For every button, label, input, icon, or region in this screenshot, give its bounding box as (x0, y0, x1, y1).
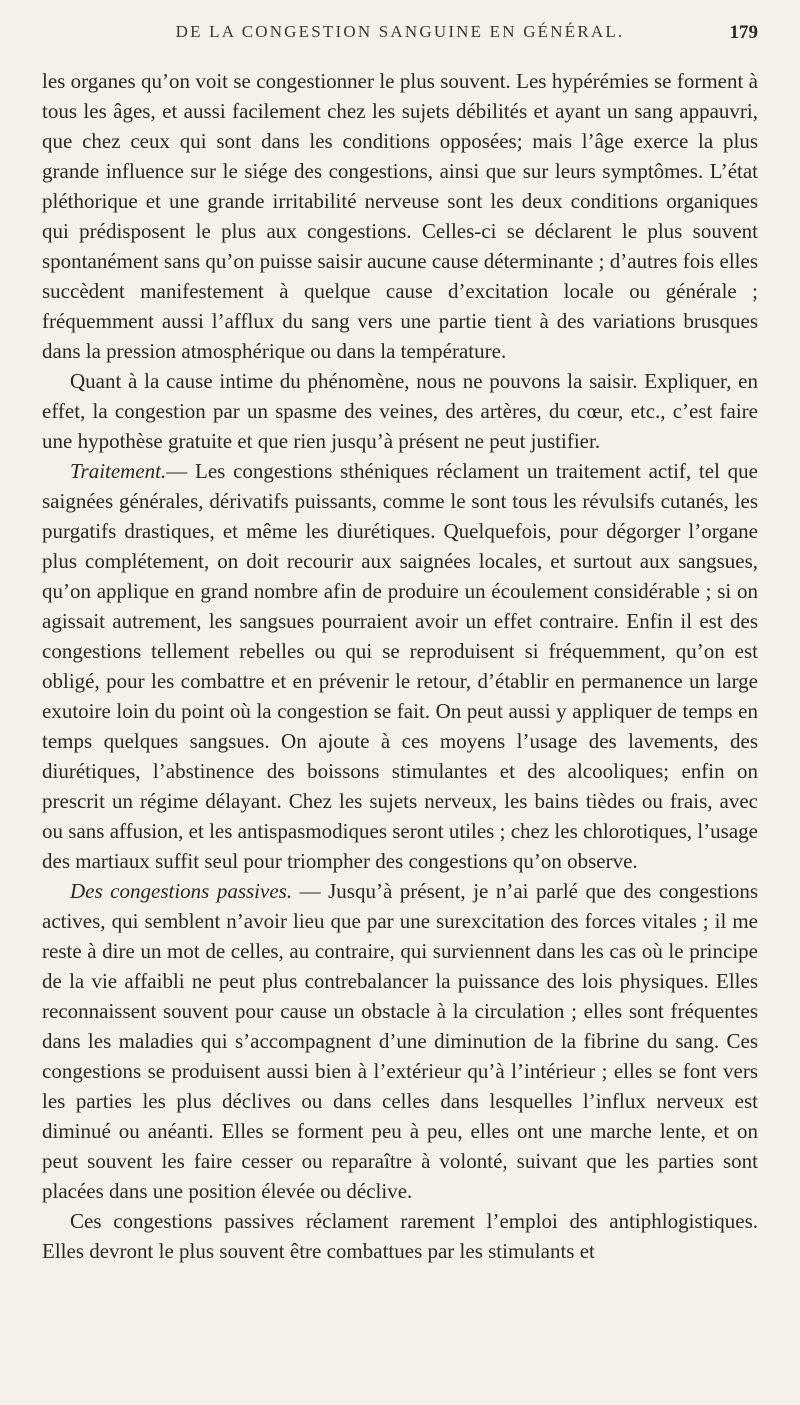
page-number: 179 (729, 22, 758, 43)
paragraph-congestions-passives (42, 876, 758, 1206)
paragraph-1 (42, 66, 758, 366)
section-lead-traitement: Traitement. (70, 459, 167, 483)
running-head: DE LA CONGESTION SANGUINE EN GÉNÉRAL. (175, 22, 625, 41)
section-lead-congestions-passives: Des congestions passives. (70, 879, 293, 903)
paragraph-text: Ces congestions passives réclament rarement l’emploi des antiphlogistiques. Elles devront le plus souvent être combattues par les stimulants et (42, 1209, 758, 1263)
paragraph-text: — Les congestions sthéniques réclament un traitement actif, tel que saignées générales, dérivatifs puissants, comme le sont tous les révulsifs cutanés, les purgatifs drastiques, et même les diurétiques. Quelquefois, pour dégorger l’organe plus complétement, on doit recourir aux saignées locales, et surtout aux sangsues, qu’on applique en grand nombre afin de produire un écoulement considérable ; si on agissait autrement, les sangsues pourraient avoir un effet contraire. Enfin il est des congestions tellement rebelles ou qui se reproduisent si fréquemment, qu’on est obligé, pour les combattre et en prévenir le retour, d’établir en permanence un large exutoire loin du point où la congestion se fait. On peut aussi y appliquer de temps en temps quelques sangsues. On ajoute à ces moyens l’usage des lavements, des diurétiques, l’abstinence des boissons stimulantes et des alcooliques; enfin on prescrit un régime délayant. Chez les sujets nerveux, les bains tièdes ou frais, avec ou sans affusion, et les antispasmodiques seront utiles ; chez les chlorotiques, l’usage des martiaux suffit seul pour triompher des congestions qu’on observe. (42, 459, 758, 873)
paragraph-traitement (42, 456, 758, 876)
page-header (42, 22, 758, 52)
paragraph-text: Quant à la cause intime du phénomène, nous ne pouvons la saisir. Expliquer, en effet, la congestion par un spasme des veines, des artères, du cœur, etc., c’est faire une hypothèse gratuite et que rien jusqu’à présent ne peut justifier. (42, 369, 758, 453)
paragraph-2 (42, 366, 758, 456)
page-body (42, 66, 758, 1266)
paragraph-text: les organes qu’on voit se congestionner le plus souvent. Les hypérémies se forment à tous les âges, et aussi facilement chez les sujets débilités et ayant un sang appauvri, que chez ceux qui sont dans les conditions opposées; mais l’âge exerce la plus grande influence sur le siége des congestions, ainsi que sur leurs symptômes. L’état pléthorique et une grande irritabilité nerveuse sont les deux conditions organiques qui prédisposent le plus aux congestions. Celles-ci se déclarent le plus souvent spontanément sans qu’on puisse saisir aucune cause déterminante ; d’autres fois elles succèdent manifestement à quelque cause d’excitation locale ou générale ; fréquemment aussi l’afflux du sang vers une partie tient à des variations brusques dans la pression atmosphérique ou dans la température. (42, 69, 758, 363)
paragraph-text: — Jusqu’à présent, je n’ai parlé que des congestions actives, qui semblent n’avoir lieu que par une surexcitation des forces vitales ; il me reste à dire un mot de celles, au contraire, qui surviennent dans les cas où le principe de la vie affaibli ne peut plus contrebalancer la puissance des lois physiques. Elles reconnaissent souvent pour cause un obstacle à la circulation ; elles sont fréquentes dans les maladies qui s’accompagnent d’une diminution de la fibrine du sang. Ces congestions se produisent aussi bien à l’extérieur qu’à l’intérieur ; elles se font vers les parties les plus déclives ou dans celles dans lesquelles l’influx nerveux est diminué ou anéanti. Elles se forment peu à peu, elles ont une marche lente, et on peut souvent les faire cesser ou reparaître à volonté, suivant que les parties sont placées dans une position élevée ou déclive. (42, 879, 759, 1203)
paragraph-5 (42, 1206, 758, 1266)
